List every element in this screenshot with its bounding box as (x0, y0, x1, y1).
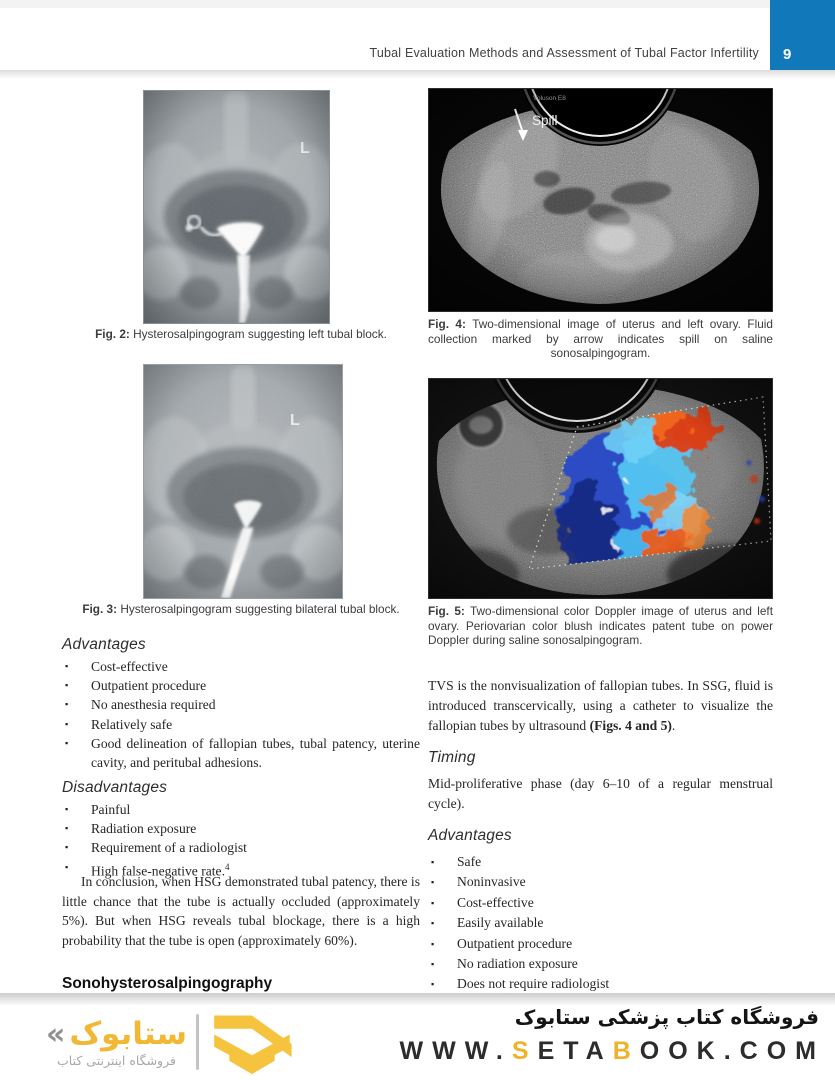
fig3-caption-text: Hysterosalpingogram suggesting bilateral tubal block. (120, 602, 400, 616)
fig5-caption (428, 604, 773, 648)
left-disadvantages-list (62, 800, 420, 880)
fig2-xray-illustration (144, 91, 329, 323)
list-item: ▪ Easily available (428, 913, 773, 933)
setabook-logo (46, 1008, 294, 1076)
fig5-doppler-illustration (429, 379, 772, 598)
left-disadvantages-heading: Disadvantages (62, 779, 168, 796)
fig3-caption-label: Fig. 3: (82, 602, 118, 616)
setabook-logotype (46, 1016, 187, 1068)
ssg-intro-paragraph (428, 676, 773, 737)
list-item: ▪ No radiation exposure (428, 954, 773, 974)
list-item: ▪ No anesthesia required (62, 695, 420, 714)
paragraph-text: . (671, 718, 676, 734)
fig3-xray-illustration (144, 365, 342, 598)
fig4-ultrasound-illustration (429, 89, 772, 311)
fig5-caption-text: Two-dimensional color Doppler image of uterus and left ovary. Periovarian color blush indicates patent tube on power Doppler during saline sonosalpingogram. (428, 604, 773, 648)
fig2-caption-label: Fig. 2: (95, 327, 130, 341)
website-segment-highlight: S (511, 1037, 538, 1065)
fig5-color-doppler-image (428, 378, 773, 599)
logo-tagline: فروشگاه اینترنتی کتاب (57, 1053, 176, 1068)
timing-heading: Timing (428, 749, 476, 766)
list-item: ▪ Cost-effective (62, 657, 420, 676)
running-head-title: Tubal Evaluation Methods and Assessment of Tubal Factor Infertility (369, 46, 759, 60)
fig4-caption-label: Fig. 4: (428, 317, 466, 331)
watermark-footer (0, 1005, 835, 1080)
paragraph-text: TVS is the nonvisualization of fallopian tubes. In SSG, fluid is introduced transcervically, using a catheter to visualize the fallopian tubes by ultrasound (428, 678, 773, 734)
timing-paragraph: Mid-proliferative phase (day 6–10 of a regular menstrual cycle). (428, 776, 773, 812)
logo-guillemet-icon: « (46, 1016, 66, 1052)
left-advantages-list (62, 657, 420, 772)
website-segment: ETA (537, 1037, 613, 1065)
fig5-caption-label: Fig. 5: (428, 604, 465, 618)
list-item: ▪ Outpatient procedure (62, 676, 420, 695)
footer-website-url (395, 1037, 825, 1066)
page-number-box (770, 0, 835, 70)
website-segment: WWW. (399, 1037, 512, 1065)
page-number: 9 (783, 46, 792, 63)
section-heading-sonohysterosalpingography: Sonohysterosalpingography (62, 975, 273, 992)
left-advantages-heading: Advantages (62, 636, 146, 653)
list-item: ▪ Noninvasive (428, 872, 773, 892)
list-item: ▪ Painful (62, 800, 420, 819)
setabook-chevron-icon (208, 1008, 294, 1076)
website-segment-highlight: B (612, 1037, 640, 1065)
list-item: ▪ Does not require radiologist (428, 974, 773, 994)
figure-reference-bold: (Figs. 4 and 5) (589, 718, 672, 734)
list-item: ▪ Cost-effective (428, 893, 773, 913)
page-top-strip (0, 0, 770, 8)
list-item: ▪ Good delineation of fallopian tubes, tubal patency, uterine cavity, and peritubal adhesions. (62, 734, 420, 772)
fig4-caption (428, 317, 773, 361)
logo-brand-name: ستابوک (69, 1016, 187, 1052)
fig3-caption (62, 602, 420, 617)
conclusion-paragraph: In conclusion, when HSG demonstrated tubal patency, there is little chance that the tube is actually occluded (approximately 5%). But when HSG reveals tubal blockage, there is a high probability that the tube is open (approximately 60%). (62, 874, 420, 948)
reference-superscript: 4 (225, 861, 230, 872)
list-item: ▪ Outpatient procedure (428, 934, 773, 954)
fig3-hsg-xray-image (143, 364, 343, 599)
logo-divider (196, 1014, 199, 1070)
page-bottom-shadow (0, 993, 835, 1005)
list-item: ▪ Safe (428, 852, 773, 872)
fig4-caption-text: Two-dimensional image of uterus and left ovary. Fluid collection marked by arrow indicates spill on saline sonosalpingogram. (428, 317, 773, 361)
fig2-caption (62, 327, 420, 342)
website-segment: OOK.COM (639, 1037, 825, 1065)
footer-store-title: فروشگاه کتاب پزشکی ستابوک (514, 1005, 819, 1029)
right-advantages-heading: Advantages (428, 827, 512, 844)
header-shadow-rule (0, 70, 835, 79)
fig4-ultrasound-image (428, 88, 773, 312)
right-advantages-list (428, 852, 773, 995)
list-item: ▪ Radiation exposure (62, 819, 420, 838)
fig2-hsg-xray-image (143, 90, 330, 324)
list-item: ▪ Requirement of a radiologist (62, 838, 420, 857)
list-item-text: High false-negative rate. (91, 863, 225, 879)
list-item: ▪ Relatively safe (62, 715, 420, 734)
fig2-caption-text: Hysterosalpingogram suggesting left tubal block. (133, 327, 387, 341)
